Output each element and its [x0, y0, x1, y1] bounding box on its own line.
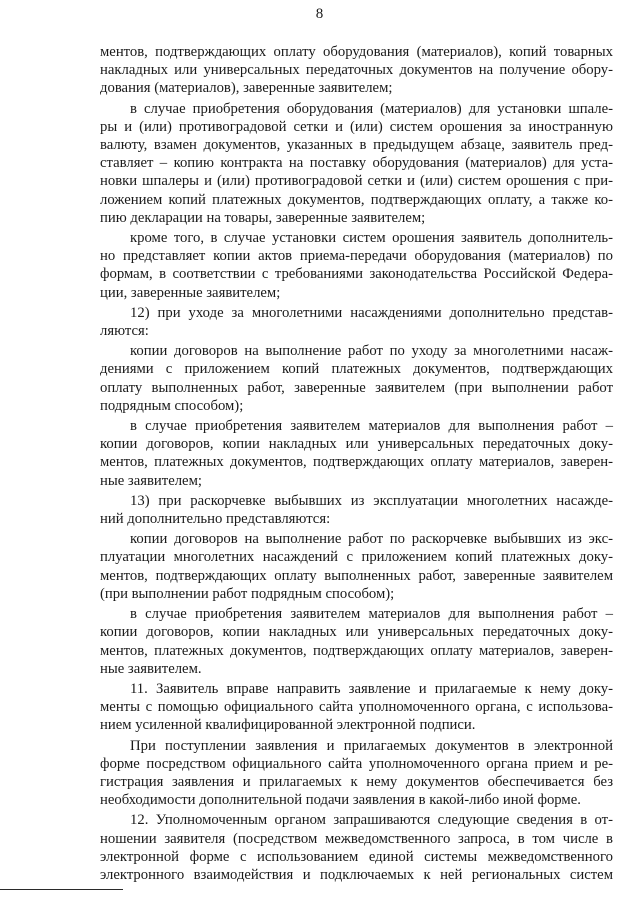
text-line: копии договоров, копии накладных или универсальных передаточных доку-: [100, 436, 613, 453]
text-line: но представляет копии актов приема-передачи оборудования (материалов) по: [100, 248, 613, 265]
text-line: накладных или универсальных передаточных документов на получение обору-: [100, 62, 613, 79]
page-number: 8: [315, 6, 324, 22]
text-line: необходимости дополнительной подачи заявления в какой-либо иной форме.: [100, 792, 581, 809]
paragraph-5: [100, 342, 613, 415]
paragraph-6: [100, 417, 613, 490]
text-line: новки шпалеры и (или) противоградовой сетки и (или) систем орошения с при-: [100, 173, 613, 190]
text-line: ментов, подтверждающих оплату выполненных работ, заверенные заявителем: [100, 567, 613, 584]
text-line: ные заявителем.: [100, 660, 202, 677]
text-line: валюту, взамен документов, указанных в предыдущем абзаце, заявитель пред-: [100, 137, 613, 154]
text-line: ний дополнительно представляются:: [100, 511, 331, 528]
text-line: копии договоров, копии накладных или универсальных передаточных доку-: [100, 624, 613, 641]
text-line: пию декларации на товары, заверенные заявителем;: [100, 209, 426, 226]
text-line: подрядным способом);: [100, 397, 244, 414]
text-line: копии договоров на выполнение работ по раскорчевке выбывших из экс-: [130, 531, 613, 548]
paragraph-1: [100, 43, 613, 98]
paragraph-9: [100, 605, 613, 678]
paragraph-10: [100, 680, 613, 735]
text-line: 12. Уполномоченным органом запрашиваются следующие сведения в от-: [130, 812, 613, 829]
text-line: (при выполнении работ подрядным способом);: [100, 585, 395, 602]
text-line: в случае приобретения заявителем материалов для выполнения работ –: [130, 418, 613, 435]
paragraph-2: [100, 100, 613, 227]
paragraph-3: [100, 229, 613, 302]
text-line: кроме того, в случае установки систем орошения заявитель дополнитель-: [130, 230, 613, 247]
text-line: оплату выполненных работ, заверенные заявителем (при выполнении работ: [100, 379, 613, 396]
text-line: дениями с приложением копий платежных документов, подтверждающих: [100, 361, 613, 378]
text-line: плуатации многолетних насаждений с приложением копий платежных доку-: [100, 549, 613, 566]
text-line: копии договоров на выполнение работ по уходу за многолетними насаж-: [130, 343, 613, 360]
text-line: ментов, платежных документов, подтверждающих оплату материалов, заверен-: [100, 454, 613, 471]
text-line: 11. Заявитель вправе направить заявление и прилагаемые к нему доку-: [130, 680, 613, 697]
text-line: в случае приобретения оборудования (материалов) для установки шпале-: [130, 100, 613, 117]
text-line: При поступлении заявления и прилагаемых документов в электронной: [130, 737, 613, 754]
text-line: 13) при раскорчевке выбывших из эксплуатации многолетних насажде-: [130, 492, 613, 509]
text-line: ляются:: [100, 323, 149, 340]
paragraph-11: [100, 737, 613, 810]
text-line: в случае приобретения заявителем материалов для выполнения работ –: [130, 606, 613, 623]
document-body: [100, 43, 613, 884]
footnote-separator: [0, 889, 123, 890]
text-line: электронной форме с использованием единой системы межведомственного: [100, 848, 613, 865]
text-line: ции, заверенные заявителем;: [100, 284, 281, 301]
text-line: электронного взаимодействия и подключаемых к ней региональных систем: [100, 866, 613, 883]
text-line: ры и (или) противоградовой сетки и (или) систем орошения за иностранную: [100, 118, 613, 135]
paragraph-12: [100, 811, 613, 884]
text-line: ные заявителем;: [100, 472, 202, 489]
text-line: ментов, подтверждающих оплату оборудования (материалов), копий товарных: [100, 44, 613, 60]
text-line: нием усиленной квалифицированной электронной подписи.: [100, 717, 476, 734]
text-line: гистрация заявления и прилагаемых к нему документов обеспечивается без: [100, 773, 613, 790]
text-line: ставляет – копию контракта на поставку оборудования (материалов) для уста-: [100, 155, 613, 172]
text-line: ношении заявителя (посредством межведомственного запроса, в том числе в: [100, 830, 613, 847]
text-line: дования (материалов), заверенные заявителем;: [100, 80, 393, 97]
text-line: формам, в соответствии с требованиями законодательства Российской Федера-: [100, 266, 613, 283]
text-line: 12) при уходе за многолетними насаждениями дополнительно представ-: [130, 304, 613, 321]
text-line: ложением копий платежных документов, подтверждающих оплату, а также ко-: [100, 191, 613, 208]
paragraph-4: [100, 304, 613, 340]
text-line: форме посредством официального сайта уполномоченного органа прием и ре-: [100, 755, 613, 772]
paragraph-7: [100, 492, 613, 528]
paragraph-8: [100, 530, 613, 603]
text-line: ментов, платежных документов, подтверждающих оплату материалов, заверен-: [100, 642, 613, 659]
text-line: менты с помощью официального сайта уполномоченного органа, с использова-: [100, 699, 613, 716]
